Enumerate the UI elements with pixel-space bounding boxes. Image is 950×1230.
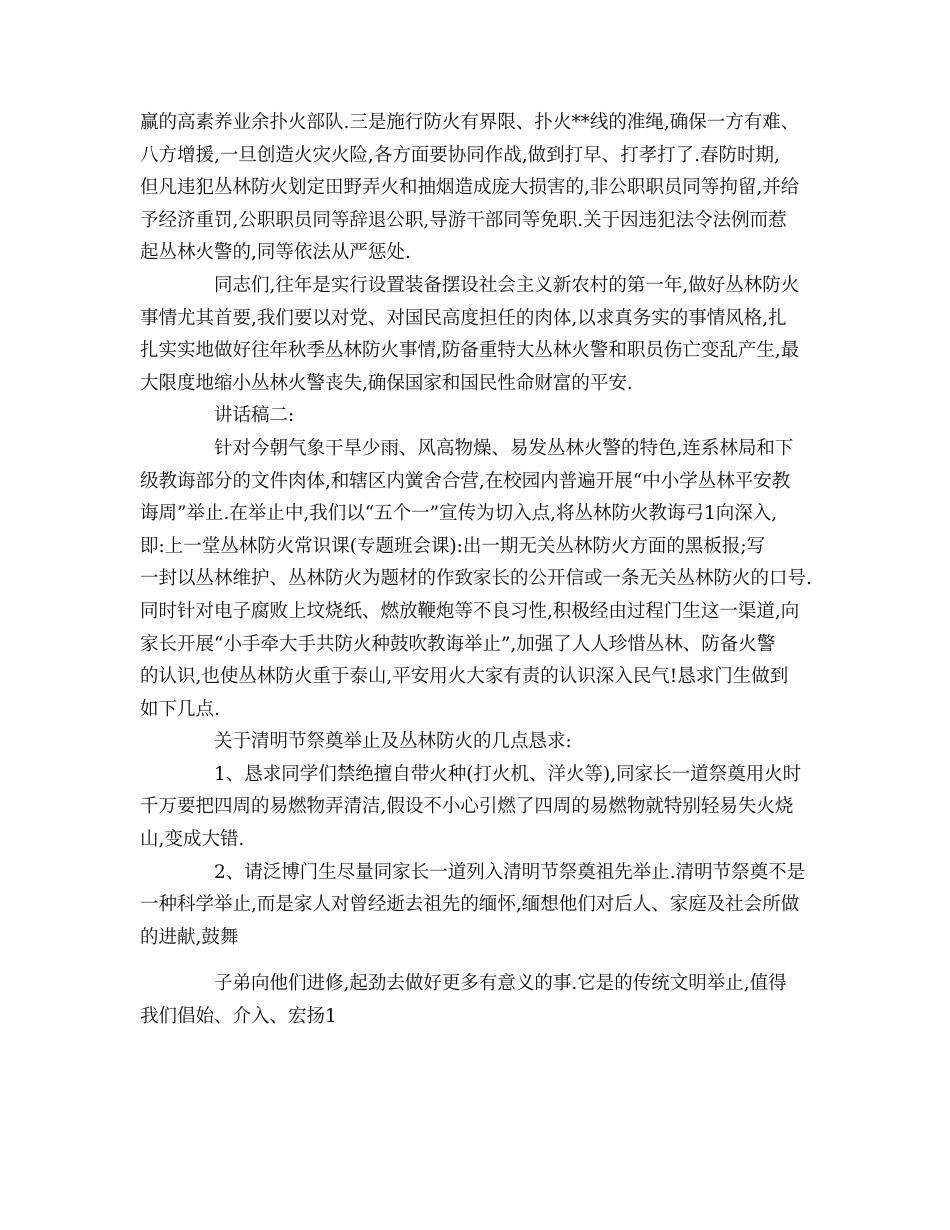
text-line: 同时针对电子腐败上坟烧纸、燃放鞭炮等不良习性,积极经由过程门生这一渠道,向	[140, 600, 800, 622]
text-line: 予经济重罚,公职职员同等辞退公职,导游干部同等免职.关于因违犯法令法例而惹	[140, 209, 787, 231]
text-line: 八方增援,一旦创造火灾火险,各方面要协同作战,做到打早、打孝打了.春防时期,	[140, 144, 780, 166]
text-line: 起丛林火警的,同等依法从严惩处.	[140, 242, 411, 264]
text-line: 如下几点.	[140, 698, 220, 720]
text-line: 子弟向他们进修,起劲去做好更多有意义的事.它是的传统文明举止,值得	[214, 973, 787, 995]
list-item: 1、恳求同学们禁绝擅自带火种(打火机、洋火等),同家长一道祭奠用火时	[214, 763, 802, 785]
document-body	[140, 107, 816, 1034]
text-line: 同志们,往年是实行设置装备摆设社会主义新农村的第一年,做好丛林防火	[214, 274, 800, 296]
text-line: 事情尤其首要,我们要以对党、对国民高度担任的肉体,以求真务实的事情风格,扎	[140, 307, 787, 329]
text-line: 针对今朝气象干旱少雨、风高物燥、易发丛林火警的特色,连系林局和下	[214, 437, 794, 459]
list-item: 2、请泛博门生尽量同家长一道列入清明节祭奠祖先举止.清明节祭奠不是	[214, 861, 806, 883]
text-line: 的认识,也使丛林防火重于泰山,平安用火大家有责的认识深入民气!恳求门生做到	[140, 666, 789, 688]
text-line: 级教诲部分的文件肉体,和辖区内黉舍合营,在校园内普遍开展“中小学丛林平安教	[140, 470, 791, 492]
text-line: 扎实实地做好往年秋季丛林防火事情,防备重特大丛林火警和职员伤亡变乱产生,最	[140, 340, 800, 362]
text-line: 一种科学举止,而是家人对曾经逝去祖先的缅怀,缅想他们对后人、家庭及社会所做	[140, 894, 800, 916]
text-line: 家长开展“小手牵大手共防火种鼓吹教诲举止”,加强了人人珍惜丛林、防备火警	[140, 633, 776, 655]
text-line: 一封以丛林维护、丛林防火为题材的作致家长的公开信或一条无关丛林防火的口号.	[140, 568, 812, 590]
text-line: 赢的高素养业余扑火部队.三是施行防火有界限、扑火**线的准绳,确保一方有难、	[140, 112, 800, 133]
text-line: 关于清明节祭奠举止及丛林防火的几点恳求:	[214, 731, 572, 753]
text-line: 诲周”举止.在举止中,我们以“五个一”宣传为切入点,将丛林防火教诲弓1向深入,	[140, 503, 778, 525]
paragraph-gap	[140, 954, 816, 968]
section-heading: 讲话稿二:	[214, 405, 295, 427]
text-line: 我们倡始、介入、宏扬1	[140, 1006, 337, 1028]
text-line: 即:上一堂丛林防火常识课(专题班会课):出一期无关丛林防火方面的黑板报;写	[140, 535, 766, 557]
text-line: 但凡违犯丛林防火划定田野弄火和抽烟造成庞大损害的,非公职职员同等拘留,并给	[140, 177, 800, 199]
text-line: 山,变成大错.	[140, 829, 245, 851]
text-line: 大限度地缩小丛林火警丧失,确保国家和国民性命财富的平安.	[140, 372, 633, 394]
text-line: 千万要把四周的易燃物弄清洁,假设不小心引燃了四周的易燃物就特别轻易失火烧	[140, 796, 794, 818]
text-line: 的进献,鼓舞	[140, 926, 239, 948]
